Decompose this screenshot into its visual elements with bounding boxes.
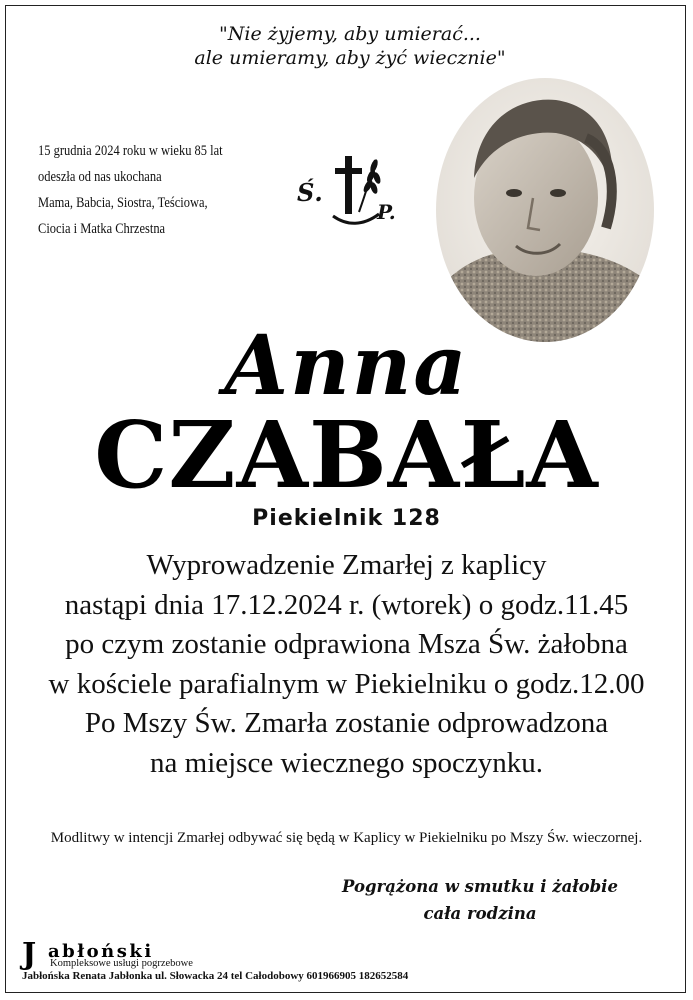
announcement <box>0 546 693 783</box>
sp-right-text: P. <box>377 200 396 224</box>
intro-line: Mama, Babcia, Siostra, Teściowa, <box>38 195 208 211</box>
announcement-line: nastąpi dnia 17.12.2024 r. (wtorek) o godz.11.45 <box>64 588 629 621</box>
intro-text <box>38 138 223 242</box>
family-signature-line-2: cała rodzina <box>423 904 537 923</box>
funeral-home-contact: Jabłońska Renata Jabłonka ul. Słowacka 24 tel Całodobowy 601966905 182652584 <box>22 970 409 982</box>
family-signature-line-1: Pogrążona w smutku i żałobie <box>342 877 618 896</box>
prayer-note: Modlitwy w intencji Zmarłej odbywać się będą w Kaplicy w Piekielniku po Mszy Św. wieczornej. <box>50 830 643 846</box>
quote-line-2: ale umieramy, aby żyć wiecznie" <box>194 47 506 69</box>
cross-with-wheat-icon <box>325 150 385 235</box>
funeral-home-logo-initial: J <box>22 937 37 972</box>
intro-line: odeszła od nas ukochana <box>38 169 162 185</box>
intro-line: 15 grudnia 2024 roku w wieku 85 lat <box>38 143 223 159</box>
announcement-line: Po Mszy Św. Zmarła zostanie odprowadzona <box>84 707 609 739</box>
funeral-home-name: abłoński <box>48 941 154 962</box>
deceased-address: Piekielnik 128 <box>252 506 441 531</box>
deceased-first-name: Anna <box>224 318 469 414</box>
quote <box>60 22 640 70</box>
sp-symbol <box>297 150 407 235</box>
intro-line: Ciocia i Matka Chrzestna <box>38 221 166 237</box>
announcement-line: Wyprowadzenie Zmarłej z kaplicy <box>146 549 547 581</box>
sp-left-text: Ś. <box>297 178 323 207</box>
portrait-photo <box>436 78 654 343</box>
funeral-home-subtitle: Kompleksowe usługi pogrzebowe <box>50 958 193 969</box>
announcement-line: w kościele parafialnym w Piekielniku o godz.12.00 <box>48 667 645 700</box>
announcement-line: po czym zostanie odprawiona Msza Św. żałobna <box>65 628 628 660</box>
announcement-line: na miejsce wiecznego spoczynku. <box>150 746 543 779</box>
family-signature <box>300 873 660 927</box>
deceased-last-name: CZABAŁA <box>94 401 599 509</box>
quote-line-1: "Nie żyjemy, aby umierać... <box>219 23 481 45</box>
